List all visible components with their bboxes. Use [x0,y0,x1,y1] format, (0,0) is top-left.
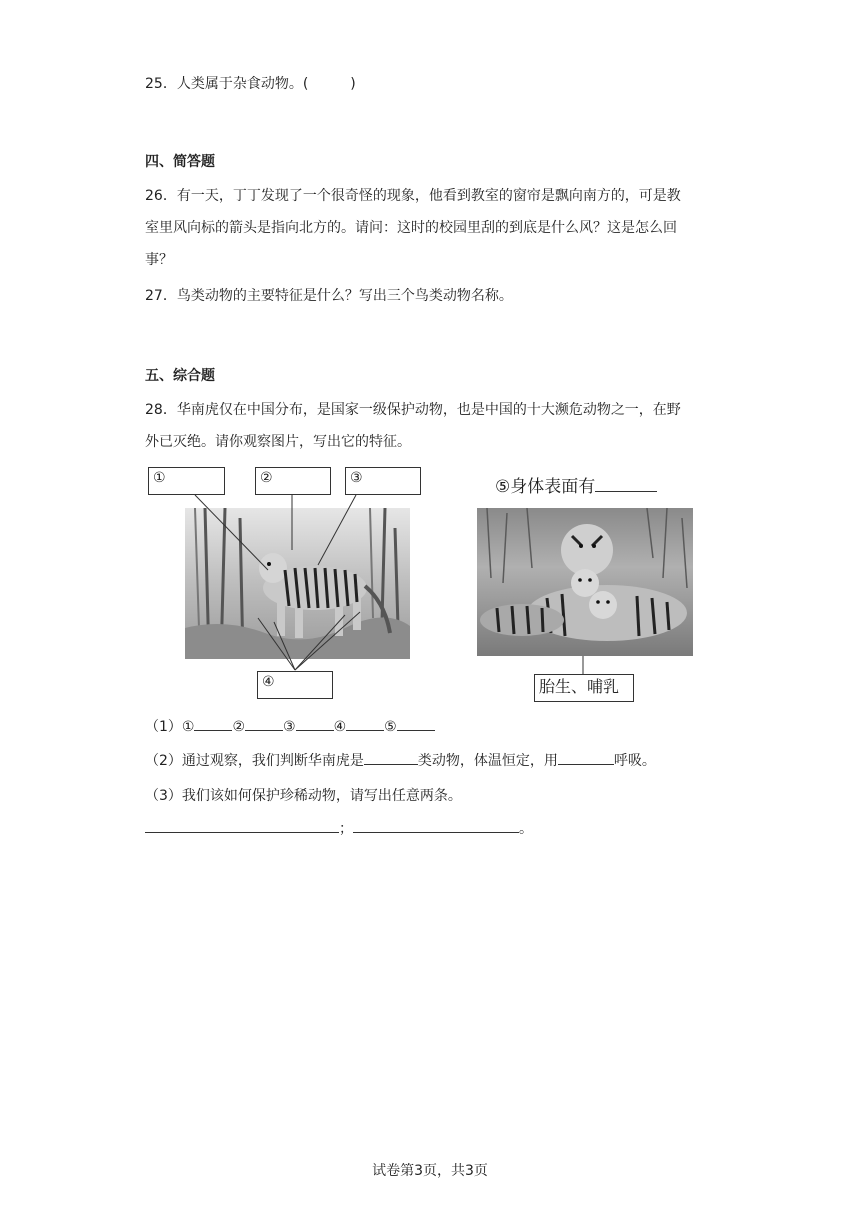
question-26-line-1: 26．有一天，丁丁发现了一个很奇怪的现象，他看到教室的窗帘是飘向南方的，可是教 [145,188,681,204]
figure-label-6: 胎生、哺乳 [539,677,620,696]
answer-blank-breathing-organ[interactable] [558,750,614,765]
figure-label-4: ④ [262,674,275,690]
answer-blank-5[interactable] [397,716,435,731]
section-heading-comprehensive: 五、综合题 [145,368,215,384]
answer-line-protection: ； 。 [145,818,533,839]
subquestion-2: （2）通过观察，我们判断华南虎是 类动物，体温恒定，用 呼吸。 [145,750,656,771]
figure-label-2: ② [260,470,273,486]
answer-blank-1[interactable] [194,716,232,731]
section-heading-short-answer: 四、简答题 [145,154,215,170]
subquestion-1: （1）① ② ③ ④ ⑤ [145,716,435,737]
answer-blank-protection-2[interactable] [353,818,519,833]
answer-blank-animal-class[interactable] [364,750,418,765]
answer-blank-2[interactable] [245,716,283,731]
subquestion-3: （3）我们该如何保护珍稀动物，请写出任意两条。 [145,788,462,804]
answer-blank-3[interactable] [296,716,334,731]
figure-label-box-6 [534,674,634,702]
question-25: 25．人类属于杂食动物。( ) [145,76,356,92]
figure-label-5: ⑤身体表面有 [495,476,657,498]
figure-label-1: ① [153,470,166,486]
question-27: 27．鸟类动物的主要特征是什么？写出三个鸟类动物名称。 [145,288,513,304]
figure-label-box-4 [257,671,333,699]
question-28-line-1: 28．华南虎仅在中国分布，是国家一级保护动物，也是中国的十大濒危动物之一，在野 [145,402,681,418]
question-26-line-2: 室里风向标的箭头是指向北方的。请问：这时的校园里刮的到底是什么风？这是怎么回 [145,220,677,236]
answer-blank-protection-1[interactable] [145,818,339,833]
question-26-line-3: 事？ [145,252,173,268]
figure-label-3: ③ [350,470,363,486]
figure-label-5-blank [595,477,657,492]
question-28-line-2: 外已灭绝。请你观察图片，写出它的特征。 [145,434,411,450]
tiger-photo-with-cubs [477,508,693,656]
answer-blank-4[interactable] [346,716,384,731]
page-footer: 试卷第3页，共3页 [372,1163,488,1179]
